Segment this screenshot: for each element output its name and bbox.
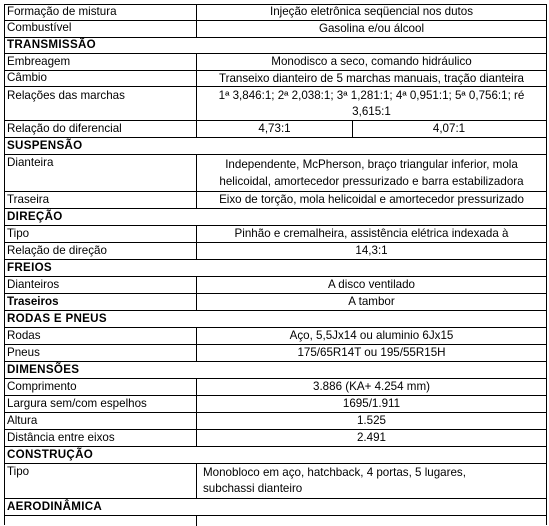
row-value: A tambor xyxy=(348,295,395,308)
spec-row xyxy=(4,293,547,310)
spec-row xyxy=(4,86,547,120)
row-value: Pinhão e cremalheira, assistência elétrica indexada à xyxy=(234,227,509,240)
row-value: 14,3:1 xyxy=(355,244,388,257)
section-title: AERODINÂMICA xyxy=(7,500,103,513)
row-value-1: 4,73:1 xyxy=(197,121,353,137)
spec-row xyxy=(4,53,547,70)
row-value: 2.491 xyxy=(356,431,386,444)
spec-row xyxy=(4,276,547,293)
section-header xyxy=(4,137,547,154)
row-label: Relações das marchas xyxy=(5,87,197,120)
row-value: 175/65R14T ou 195/55R15H xyxy=(297,346,446,359)
row-value: Injeção eletrônica seqüencial nos dutos xyxy=(269,5,474,18)
section-header xyxy=(4,361,547,378)
section-title: RODAS E PNEUS xyxy=(7,312,107,325)
row-value: 1695/1.911 xyxy=(342,397,401,410)
row-value: Gasolina e/ou álcool xyxy=(318,22,425,35)
row-value: Aço, 5,5Jx14 ou aluminio 6Jx15 xyxy=(289,329,454,342)
row-value: Transeixo dianteiro de 5 marchas manuais, tração dianteira xyxy=(218,72,525,85)
row-label: Comprimento xyxy=(5,379,197,395)
row-label: Pneus xyxy=(5,345,197,361)
spec-row xyxy=(4,327,547,344)
section-header xyxy=(4,259,547,276)
row-label: Largura sem/com espelhos xyxy=(5,396,197,412)
row-label: Câmbio xyxy=(5,71,197,86)
row-value: 3.886 (KA+ 4.254 mm) xyxy=(313,380,430,393)
row-label: Tipo xyxy=(5,226,197,242)
spec-row xyxy=(4,344,547,361)
spec-row xyxy=(4,242,547,259)
row-label: Traseira xyxy=(5,192,197,208)
spec-row xyxy=(4,225,547,242)
row-label: Distância entre eixos xyxy=(5,430,197,446)
section-header xyxy=(4,498,547,515)
spec-row xyxy=(4,70,547,86)
spec-row xyxy=(4,20,547,37)
spec-row xyxy=(4,395,547,412)
row-value-2: 4,07:1 xyxy=(432,122,466,135)
section-header xyxy=(4,37,547,53)
section-title: DIMENSÕES xyxy=(7,363,80,376)
spec-row xyxy=(4,191,547,208)
row-value: A disco ventilado xyxy=(327,278,415,291)
section-header xyxy=(4,310,547,327)
spec-row xyxy=(4,154,547,191)
row-value: Monodisco a seco, comando hidráulico xyxy=(271,55,472,68)
spec-row xyxy=(4,515,547,525)
row-value: Independente, McPherson, braço triangular inferior, mola helicoidal, amortecedor pressurizado e barra estabilizadora xyxy=(219,158,524,188)
row-label: Dianteiros xyxy=(5,277,197,293)
spec-row xyxy=(4,429,547,446)
row-label: Altura xyxy=(5,413,197,429)
section-title: SUSPENSÃO xyxy=(7,139,83,152)
section-header xyxy=(4,446,547,463)
row-value: 1ª 3,846:1; 2ª 2,038:1; 3ª 1,281:1; 4ª 0,951:1; 5ª 0,756:1; ré 3,615:1 xyxy=(218,89,525,118)
row-label: Dianteira xyxy=(5,155,197,191)
section-header xyxy=(4,208,547,225)
section-title: DIREÇÃO xyxy=(7,210,63,223)
section-title: CONSTRUÇÃO xyxy=(7,448,94,461)
row-label xyxy=(5,516,197,526)
section-title: FREIOS xyxy=(7,261,52,274)
row-label: Rodas xyxy=(5,328,197,344)
spec-row xyxy=(4,463,547,498)
row-label: Embreagem xyxy=(5,54,197,70)
row-label: Tipo xyxy=(5,464,197,498)
row-value: Eixo de torção, mola helicoidal e amortecedor pressurizado xyxy=(219,193,524,206)
row-value: Monobloco em aço, hatchback, 4 portas, 5 lugares, subchassi dianteiro xyxy=(203,466,466,495)
spec-row xyxy=(4,4,547,20)
row-value: 1.525 xyxy=(356,414,386,427)
row-label: Relação de direção xyxy=(5,243,197,259)
row-value-split xyxy=(197,121,546,137)
spec-row xyxy=(4,412,547,429)
spec-row xyxy=(4,120,547,137)
row-label: Relação do diferencial xyxy=(5,121,197,137)
row-label: Combustível xyxy=(5,21,197,37)
row-label: Formação de mistura xyxy=(5,5,197,20)
row-label: Traseiros xyxy=(5,294,197,310)
section-title: TRANSMISSÃO xyxy=(7,38,96,51)
spec-row xyxy=(4,378,547,395)
